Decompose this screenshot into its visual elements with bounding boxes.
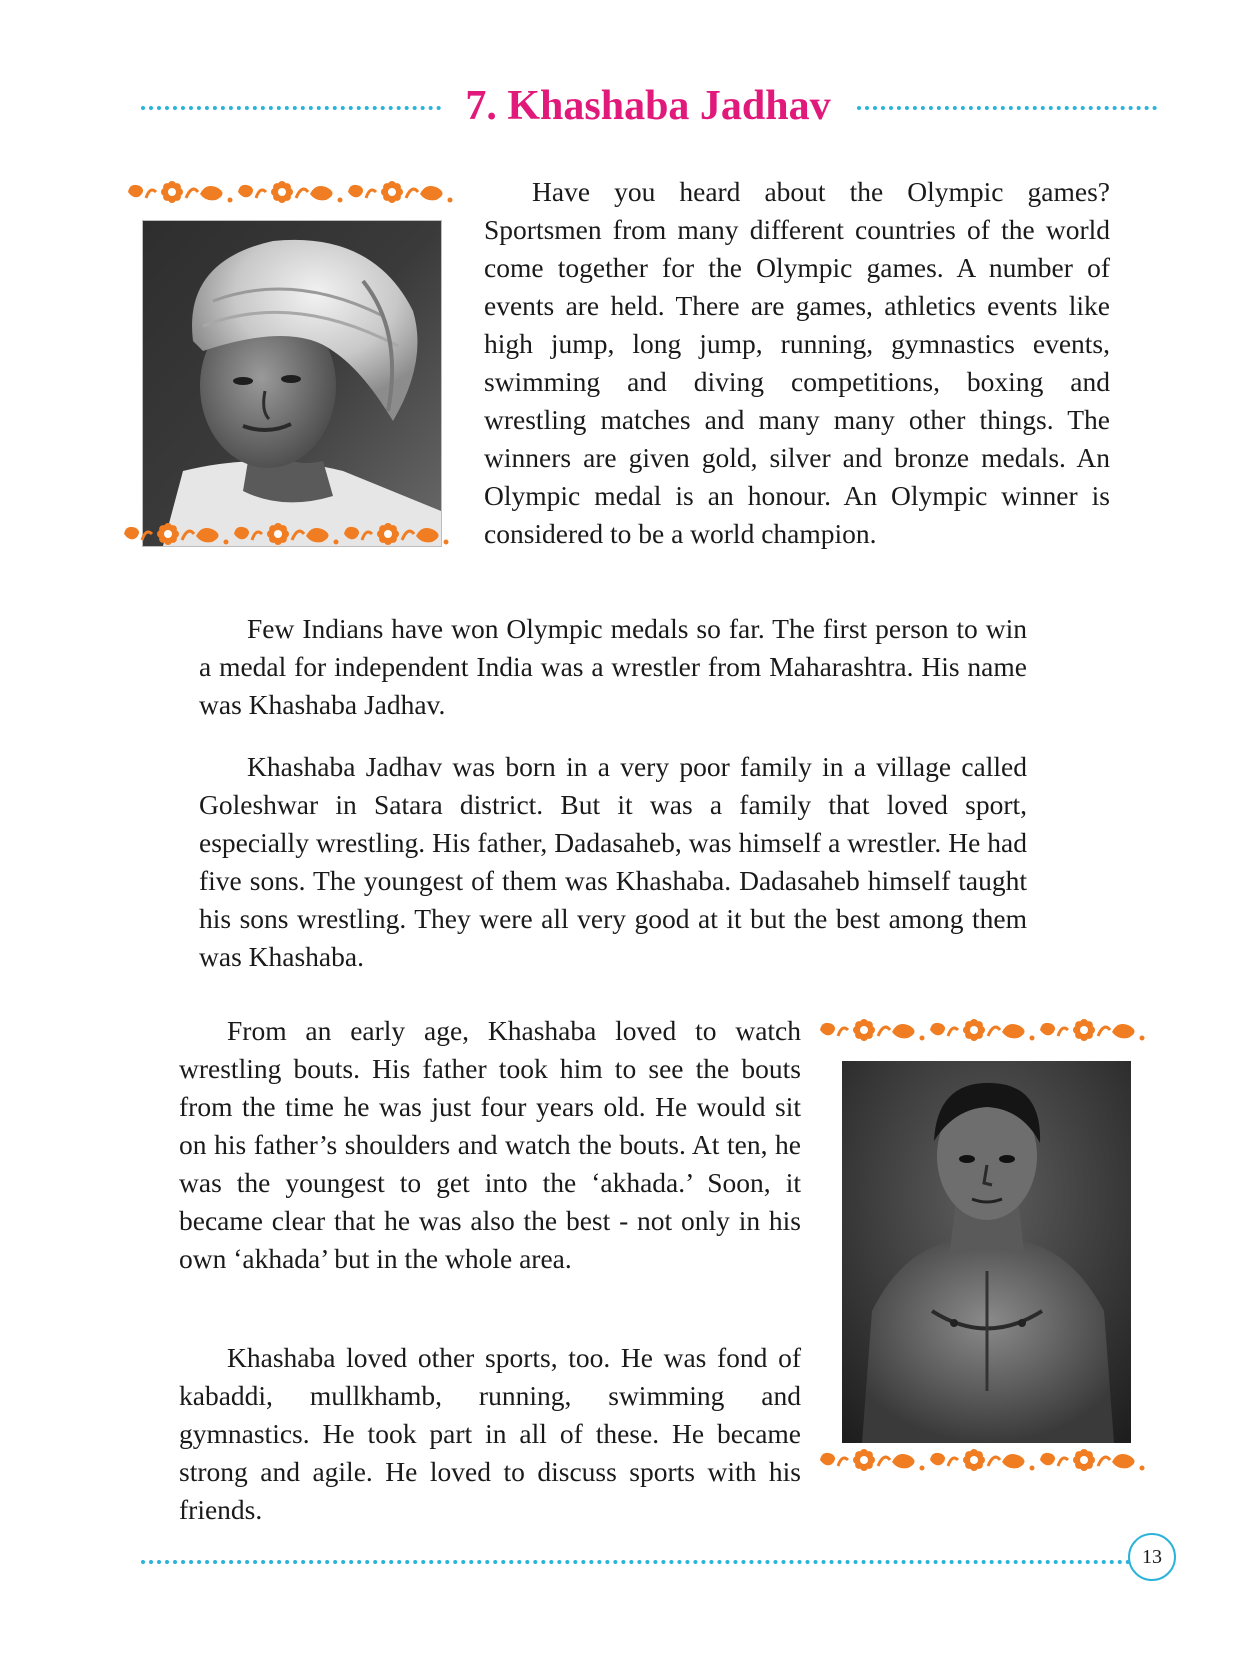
other-sports-paragraph: Khashaba loved other sports, too. He was fond of kabaddi, mullkhamb, running, swimming and gymnastics. He took part in all of these. He became strong and agile. He loved to discuss sports with his friends. [179, 1342, 801, 1525]
floral-border-icon [126, 178, 456, 206]
intro-paragraph: Have you heard about the Olympic games? Sportsmen from many different countries of the world come together for the Olympic games. A number of events are held. There are games, athletics events like high jump, long jump, running, gymnastics events, swimming and diving competitions, boxing and wrestling matches and many many other things. The winners are given gold, silver and bronze medals. An Olympic medal is an honour. An Olympic winner is considered to be a world champion. [484, 176, 1110, 549]
wrestler-photo [842, 1061, 1131, 1443]
floral-border-icon [818, 1016, 1148, 1044]
floral-border-icon [818, 1446, 1148, 1474]
title-divider-left [141, 106, 441, 110]
footer-divider [141, 1560, 1131, 1564]
title-divider-right [857, 106, 1157, 110]
portrait-photo [142, 220, 442, 547]
early-age-paragraph: From an early age, Khashaba loved to watch wrestling bouts. His father took him to see the bouts from the time he was just four years old. He would sit on his father’s shoulders and watch the bouts. At ten, he was the youngest to get into the ‘akhada.’ Soon, it became clear that he was also the best - not only in his own ‘akhada’ but in the whole area. [179, 1015, 801, 1274]
chapter-title: 7. Khashaba Jadhav [465, 83, 831, 129]
medal-paragraph: Few Indians have won Olympic medals so far. The first person to win a medal for independent India was a wrestler from Maharashtra. His name was Khashaba Jadhav. [199, 613, 1027, 720]
family-paragraph: Khashaba Jadhav was born in a very poor family in a village called Goleshwar in Satara district. But it was a family that loved sport, especially wrestling. His father, Dadasaheb, was himself a wrestler. He had five sons. The youngest of them was Khashaba. Dadasaheb himself taught his sons wrestling. They were all very good at it but the best among them was Khashaba. [199, 751, 1027, 972]
floral-border-icon [122, 520, 452, 548]
page-number: 13 [1128, 1533, 1176, 1581]
